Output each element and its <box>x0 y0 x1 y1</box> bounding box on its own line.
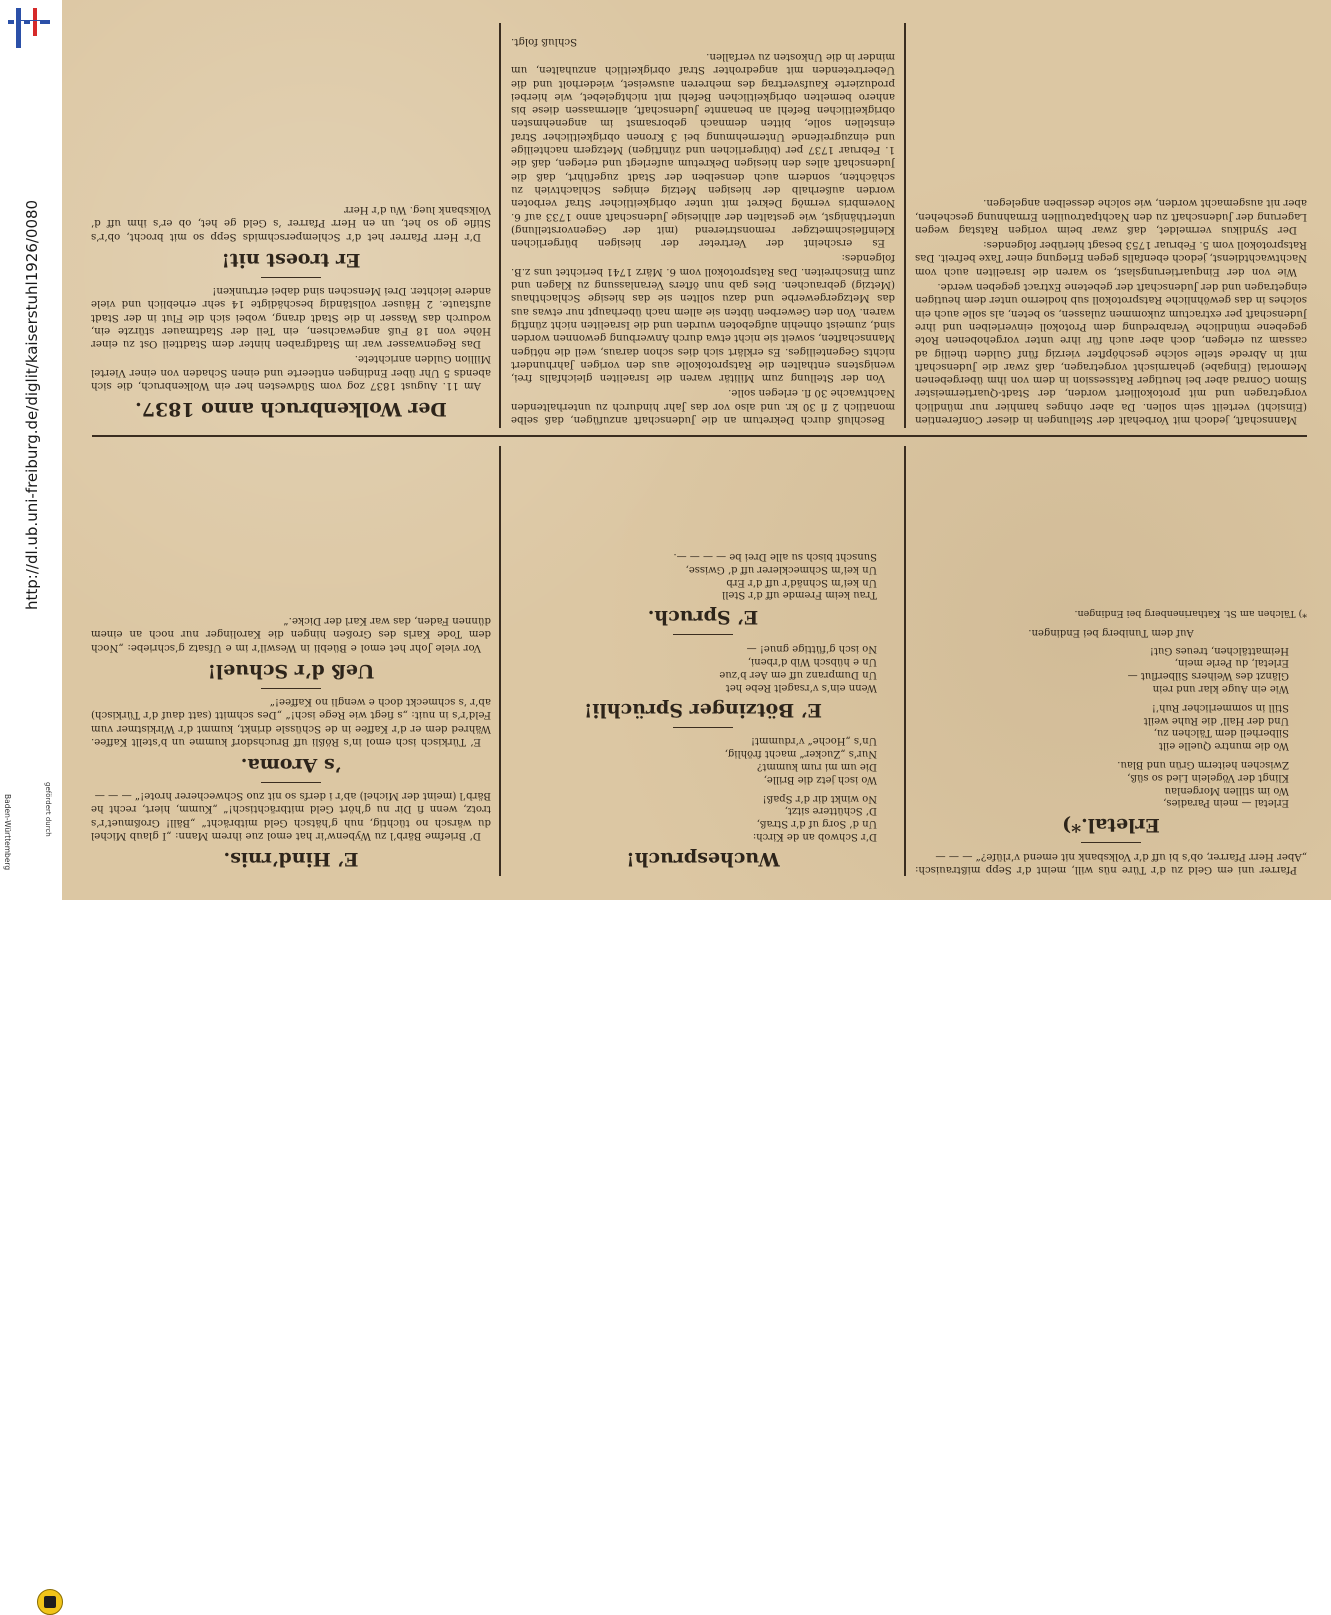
poem-line: Un kei’m Schnäd’r uff d’r Erb <box>726 576 877 588</box>
poem-spruch <box>511 549 895 600</box>
heading-wolkenbruch: Der Wolkenbruch anno 1837. <box>135 398 447 420</box>
poem-line: Klingt der Vögelein Lied so süß, <box>1127 771 1289 783</box>
poem-line: Nur’s „Zucker“ macht fröhlig, <box>724 748 877 760</box>
heading-troest: Er troest nit! <box>221 248 361 271</box>
paragraph: D’ Briefme Bärb’l zu Wybenw’ir hat emol zue ihrem Mann: „I glaub Michel du wärsch no tüchtig, nuh g’hätsch Geld mitbrächt“ „Bäll! Großmuet’r’s trotz, wenn fi Dir nu g’hört Geld mitbrächtisch!“ „Kumm, hiert, recht he Bärb’l (meint der Michel) ab’r i derfs so nit zuo Schwecherer hrote!“ — — — <box>91 790 491 841</box>
paragraph: D’r Herr Pfarrer het d’r Schlemperschmids Sepp so mit brocht, ob’r’s Stifle go so het, un en Herr Pfarrer ’s Geld ge het, ob er’s ihm uff d’ Volksbank lueg. Wu d’r Herr <box>91 204 491 242</box>
poem-line: Un Dumpranz uff em Aer b’zue <box>719 668 877 680</box>
separator <box>1081 842 1141 843</box>
heading-aroma: ’s Aroma. <box>240 753 342 776</box>
poem-line: Trau keim Fremde uff d’r Stell <box>722 589 877 601</box>
poem-line: Un kei’m Schmecklerer uff d’ Gwisse, <box>685 563 877 575</box>
poem-line: Wo isch jetz die Brille, <box>763 773 877 785</box>
poem-line: Sunscht bisch su alle Drei be — — — —. <box>673 551 877 563</box>
paragraph: Vor viele Johr het emol e Büebli in Weswil’r im e Ufsatz g’schriebe: „Noch dem Tode Karls des Großen hingen die Karolinger nur noch an einem dünnen Faden, das war Karl der Dicke.“ <box>91 615 491 653</box>
paragraph: Das Regenwasser war im Stadtgraben hinter dem Stadtteil Ost zu einer Höhe von 18 Fuß angewachsen, ein Teil der Stadtmauer stürzte ein, wodurch das Wasser in die Stadt drang, wobei sich die Flut in der Stadt aufstaute. 2 Häuser vollständig beschädigte 14 sehr erheblich und viele andere leichter. Drei Menschen sind dabei ertrunken! <box>91 284 491 350</box>
poem-boetzinger <box>511 641 895 692</box>
column-bottom-right <box>91 22 491 426</box>
poem-line: Still in sommerlicher Ruh’! <box>1151 701 1289 713</box>
poem-line: D’ Schüttere sitzt, <box>784 805 877 817</box>
separator <box>673 727 733 728</box>
poem-line: No isch g’füttige gnue! — <box>746 643 877 655</box>
poem-line: No winkt dir d’r Spaß! <box>762 792 877 804</box>
middle-rule <box>92 435 1307 437</box>
separator <box>261 277 321 278</box>
funding-notice <box>2 782 60 892</box>
poem-line: Wo im stillen Morgenlau <box>1164 784 1289 796</box>
paragraph: Beschluß durch Dekretum an die Judenschaft anzufügen, daß selbe monatlich 2 fl 30 kr. und also vor das Jahr hindurch zu unterhaltenden Nachtwache 30 fl. erlegen solle. <box>511 387 895 425</box>
poem-erletal <box>915 643 1307 809</box>
heading-schuel: Ueß d’r Schuel! <box>207 659 375 682</box>
poem-wuchespruch <box>511 734 895 842</box>
poem-line: Die um mi rum kummt? <box>757 761 877 773</box>
poem-line: Un e hübsch Wib d’rbeni, <box>747 656 877 668</box>
heading-hindernis: E’ Hind’rnis. <box>223 848 359 870</box>
poem-line: Zwischen heiterm Grün und Blau. <box>1117 759 1289 771</box>
heading-spruch: E’ Spruch. <box>647 606 759 629</box>
funded-by-label: gefördert durch <box>44 782 52 837</box>
paragraph: Mannschaft, jedoch mit Vorbehalt der Stellungen in dieser Conferentien (Einsicht) verteilt sein sollen. Da aber ohnges hamhier nur mündlich vorgetragen und mit protokolliert worden, der Stadt-Quartiermeister Simon Conrad aber bei heutiger Ratssession in dem von ihm übergebenen Memorial (Eingabe) geharnischt vorgetragen, daß zwar die Judenschaft mit in Abrede stelle solche geschöpfter vierzig fünf Gulden theilig ad cassam zu erlegen, doch aber auch für ihre unter vorgehobenen Rote gegebene mündliche Verabredung dem Protokoll einverleiben und ihre Judenschaft per extractum zukommen zulassen, so beten, als solle auch ein solches in das gewöhnliche Ratsprotokoll sub hodierno unter dem heutigen eingetragen und der Judenschaft der gebetene Extract gegeben werde. <box>915 281 1307 425</box>
state-seal-icon <box>37 1589 63 1615</box>
poem-line: Un d’ Sorg uf d’r Straß, <box>756 818 877 830</box>
poem-line: Wie ein Auge klar und rein <box>1152 683 1289 695</box>
separator <box>261 688 321 689</box>
paragraph: Schluß folgt. <box>511 35 578 47</box>
poem-line: Wo die muntre Quelle eilt <box>1158 740 1289 752</box>
poem-line: Und der Hall’ die Ruhe weilt <box>1143 714 1289 726</box>
paragraph: Es erscheint der Vertreter der hiesigen bürgerlichen Kleinfleischmetzger remonstrierend (mit der Gegenvorstellung) unterthänigst, wie gestalten der allhiesige Judenschaft anno 1733 auf 6. Novembris vermög Dekret mit unter obrigkeitlicher Straf verboten worden außerhalb der hiesigen Metzig einiges Schlachtvieh zu schächten, sondern auch denselben der Stadt zugeführt, daß die Judenschaft alles den hiesigen Dekretum auferlegt und erlegen, daß die 1. Februar 1737 per (bürgerlichen und zünftigen) Metzgern nachteilige und einzugreifende Unternehmung bei 3 Kronen obrigkeitlicher Straf einstellen solle, bitten demnach geborsamst im angenehmsten obrigkeitlichen Befehl an benannte Judenschaft, allermassen diese bis anhero bemelten obrigkeitlichen Befehl mit nichtgelebet, wie hierbei produzierte Kaufsvertrag des mehreren ausweiset, wiederholt und die Uebertretenden mit angedrohter Straf obrigkeitlich anzuhalten, um minder in die Unkosten zu verfallen. <box>511 50 895 249</box>
column-rule-1 <box>905 446 907 876</box>
paragraph: Der Syndikus vermeldet, daß zwar beim vorigen Ratstag wegen Lagerung der Judenschaft zu den Nachtpatrouillen Ermahnung geschehen, aber nit ausgemacht worden, wie solche desselben angelegen. <box>915 197 1307 235</box>
paragraph: Wie von der Einquartierungslast, so waren die Israeliten auch vom Nachtwachtdienst, jedoch ebenfalls gegen Erlegung einer Taxe befreit. Das Ratsprotokoll vom 5. Februar 1753 besagt hierüber folgendes: <box>915 239 1307 277</box>
poem-line: Silberhell dem Tälchen zu, <box>1153 727 1289 739</box>
column-bottom-middle <box>511 22 895 426</box>
poem-line: Erletal — mein Paradies, <box>1163 797 1289 809</box>
viewer-sidebar <box>0 0 62 900</box>
heading-erletal: Erletal.*) <box>1062 814 1160 837</box>
separator <box>261 782 321 783</box>
column-rule-3 <box>905 23 907 428</box>
poem-line: Un’s „Hoche“ v’rdummt! <box>751 735 877 747</box>
heading-boetzinger: E’ Bötzinger Sprüchli! <box>583 698 823 721</box>
poem-line: Heimattälchen, treues Gut! <box>1149 644 1289 656</box>
footnote: *) Tälchen am St. Katharinenberg bei Endingen. <box>1074 607 1307 619</box>
paragraph: Am 11. August 1837 zog vom Südwesten her ein Wolkenbruch, die sich abends 5 Uhr über Endingen entleerte und einen Schaden von einer Viertel Million Gulden anrichtete. <box>91 353 491 391</box>
poem-line: Glänzt des Weihers Silberflut — <box>1127 670 1289 682</box>
column-top-left <box>915 446 1307 876</box>
funder-label: Baden-Württemberg <box>3 794 12 871</box>
separator <box>673 634 733 635</box>
paragraph: Von der Stellung zum Militär waren die Israeliten gleichfalls frei, wenigstens enthalten die Ratsprotokolle aus den vorigen Jahrhundert nichts Gegenteiliges. Es erklärt sich dies schon daraus, weil die nötigen Mannschaften, soweit sie nicht etwa durch Anwerbung gewonnen worden sind, zumeist ohnehin aufgeboten wurden und die Israeliten nicht zünftig waren. Von den Gewerben übten sie allem nach überhaupt nur etwas aus das Metzgergewerbe und dazu sollten sie das hiesige Schlachthaus (Metzig) gebrauchen. Dies gab nun öfters Veranlassung zu Klagen und zum Einschreiten. Das Ratsprotokoll vom 6. März 1741 berichtet uns z.B. folgendes: <box>511 252 895 384</box>
copyright-notice <box>0 505 1 754</box>
column-top-middle <box>511 446 895 876</box>
poem-line: Erletal, du Perle mein, <box>1174 657 1289 669</box>
paragraph: Pfarrer uni em Geld zu d’r Türe nüs will, meint d’r Sepp mißtrauisch: „Aber Herr Pfarrer, ob’s bi uff d’r Volksbank nit emend v’rlüfe?“ — — — <box>915 850 1307 875</box>
scanned-page <box>62 0 1331 900</box>
document-url[interactable]: http://dl.ub.uni-freiburg.de/diglit/kaiserstuhl1926/0080 <box>23 199 41 610</box>
poem-author: Auf dem Tuniberg bei Endingen. <box>1028 626 1194 638</box>
column-bottom-left <box>915 22 1307 426</box>
page-content-rotated <box>62 0 1331 900</box>
column-rule-4 <box>500 23 502 428</box>
paragraph: E’ Türkisch isch emol in’s Rößli uff Bruchsdorf kumme un b’stellt Kaffee. Währed dem er d’r Kaffee in de Schüssle drinkt, kummt d’r Wirkistmer vum Feld’r’s in nuit: „s fiegt wie Rege isch!“ „Des schmitt (satt dauf d’r Türkisch) ab’r ’s schmeckt doch e wengli no Kaffee!“ <box>91 695 491 747</box>
library-logo-icon <box>6 6 54 54</box>
heading-wuchespruch: Wuchespruch! <box>626 848 780 870</box>
poem-line: D’r Schwob an de Kirch: <box>752 831 877 842</box>
column-top-right <box>91 446 491 876</box>
poem-line: Wenn ein’s v’rsagelt Rebe het <box>725 681 877 693</box>
column-rule-2 <box>500 446 502 876</box>
